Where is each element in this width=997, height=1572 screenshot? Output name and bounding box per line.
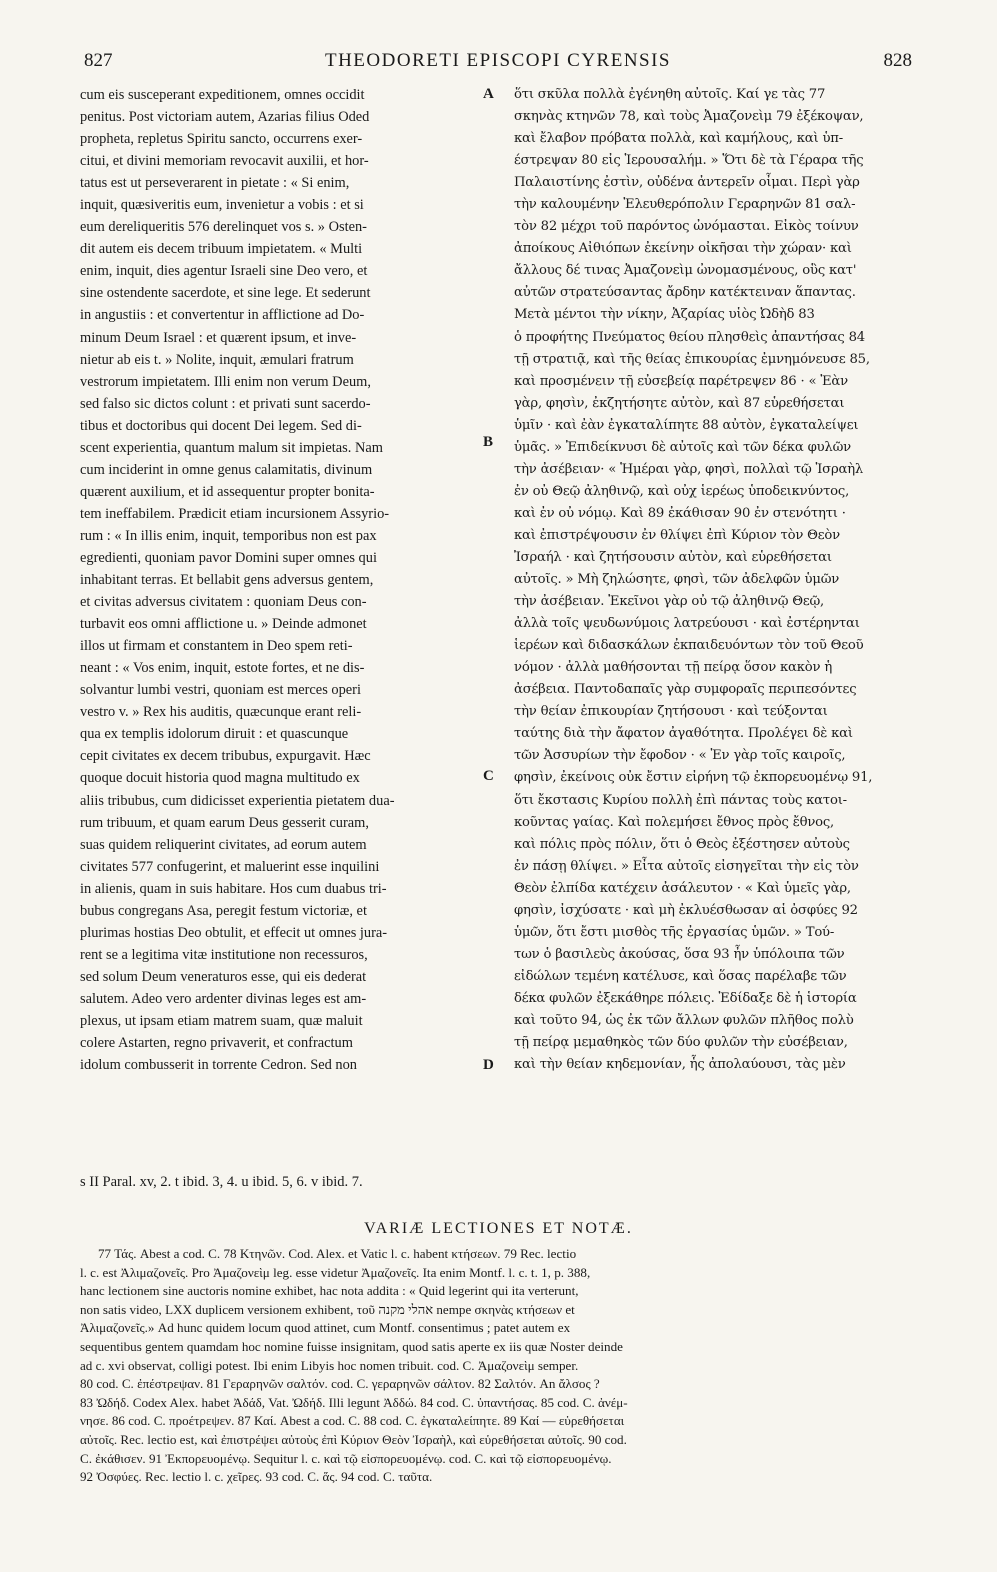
greek-text-line: ὅτι ἔκστασις Κυρίου πολλὴ ἐπὶ πάντας τοὺς κατοι-	[514, 792, 847, 808]
greek-text-line: ὑμῖν · καὶ ἐὰν ἐγκαταλίπητε 88 αὐτὸν, ἐγκαταλείψει	[514, 417, 859, 433]
greek-text-line: καὶ ἔλαβον πρόβατα πολλὰ, καὶ καμήλους, καὶ ὑπ-	[514, 131, 843, 147]
greek-text-line: καὶ τὴν θείαν κηδεμονίαν, ἧς ἀπολαύουσι, τὰς μὲν	[514, 1057, 846, 1073]
variant-readings-notes	[80, 1245, 912, 1487]
latin-text-line: solvantur lumbi vestri, quoniam est merces operi	[80, 682, 361, 699]
note-line: C. ἐκάθισεν. 91 Ἐκπορευομένῳ. Sequitur l. c. καὶ τῷ εἰσπορευομένῳ. cod. C. καὶ τῷ εἰσπορευομένῳ.	[80, 1450, 612, 1466]
note-line: αὐτοῖς. Rec. lectio est, καὶ ἐπιστρέψει αὐτοὺς ἐπὶ Κύριον Θεὸν Ἰσραὴλ, καὶ εὑρεθήσεται αὐτοῖς. 90 cod.	[80, 1431, 627, 1447]
latin-text-line: quærent auxilium, et id assequentur propter bonita-	[80, 483, 375, 500]
latin-text-line: rum tribuum, et quam earum Deus gesserit curam,	[80, 814, 369, 831]
greek-text-line: καὶ προσμένειν τῇ εὐσεβείᾳ παρέτρεψεν 86 · « Ἐὰν	[514, 373, 848, 389]
latin-text-line: illos ut firmam et constantem in Deo spem reti-	[80, 638, 353, 655]
latin-text-line: inhabitant terras. Et bellabit gens adversus gentem,	[80, 572, 374, 589]
greek-text-line: ἀσέβεια. Παντοδαπαῖς γὰρ συμφοραῖς περιπεσόντες	[514, 682, 857, 698]
note-line: sequentibus gentem quamdam hoc nomine fuisse insignitam, quod satis aperte ex iis quæ Noster deinde	[80, 1338, 623, 1354]
latin-text-line: aliis tribubus, cum didicisset experientia pietatem dua-	[80, 792, 395, 809]
latin-text-line: tatus est ut perseverarent in pietate : « Si enim,	[80, 175, 350, 192]
greek-text-line: τὴν θείαν ἐπικουρίαν ζητήσουσι · καὶ τεύξονται	[514, 704, 828, 720]
greek-text-line: αὐτοῖς. » Μὴ ζηλώσητε, φησὶ, τῶν ἀδελφῶν ὑμῶν	[514, 572, 840, 588]
running-title: THEODORETI EPISCOPI CYRENSIS	[324, 50, 672, 71]
section-marker-b: B	[483, 434, 494, 450]
greek-text-line: Μετὰ μέντοι τὴν νίκην, Ἀζαρίας υἱὸς Ὠδὴδ 83	[514, 307, 815, 323]
running-header	[84, 50, 912, 80]
latin-text-line: scent experientia, quantum malum sit impietas. Nam	[80, 439, 383, 456]
latin-text-line: et civitas adversus civitatem : quoniam Deus con-	[80, 594, 367, 611]
latin-text-line: enim, inquit, dies agentur Israeli sine Deo vero, et	[80, 263, 368, 280]
greek-text-line: ἐν πάσῃ θλίψει. » Εἶτα αὐτοῖς εἰσηγεῖται τὴν εἰς τὸν	[514, 858, 859, 874]
greek-text-line: γὰρ, φησὶν, ἐκζητήσητε αὐτὸν, καὶ 87 εὑρεθήσεται	[514, 395, 845, 411]
latin-text-line: egredienti, quoniam pavor Domini super omnes qui	[80, 549, 377, 566]
greek-text-line: Παλαιστίνης ἐστὶν, οὐδένα ἀντερεῖν οἶμαι. Περὶ γὰρ	[514, 175, 860, 191]
latin-text-line: vestrorum impietatem. Illi enim non verum Deum,	[80, 373, 371, 390]
latin-text-line: turbavit eos omni afflictione u. » Deinde admonet	[80, 616, 367, 633]
note-line: 80 cod. C. ἐπέστρεψαν. 81 Γεραρηνῶν σαλτόν. cod. C. γεραρηνῶν σάλτον. 82 Σαλτόν. An ἄλσος ?	[80, 1376, 600, 1392]
greek-text-line: νόμον · ἀλλὰ μαθήσονται τῇ πείρᾳ ὅσον κακὸν ἡ	[514, 660, 833, 676]
greek-text-line: καὶ ἐν οὐ νόμῳ. Καὶ 89 ἐκάθισαν 90 ἐν στενότητι ·	[514, 505, 846, 521]
note-line: Ἀλιμαζονεῖς.» Ad hunc quidem locum quod attinet, cum Montf. consentimus ; patet autem ex	[80, 1320, 571, 1336]
latin-text-line: in alienis, quam in suis habitare. Hos cum duabus tri-	[80, 880, 387, 897]
page-number-left: 827	[84, 50, 113, 71]
latin-text-line: quoque docuit historia quod magna multitudo ex	[80, 770, 360, 787]
latin-text-line: rent se a legitima vitæ institutione non recessuros,	[80, 946, 368, 963]
latin-text-line: inquit, quæsiveritis eum, invenietur a vobis : et si	[80, 197, 364, 214]
latin-text-line: sine ostendente sacerdote, et sine lege. Et sederunt	[80, 285, 371, 302]
greek-text-line: ὁ προφήτης Πνεύματος θείου πλησθεὶς ἀπαντήσας 84	[514, 329, 865, 345]
section-marker-a: A	[483, 86, 494, 102]
greek-text-line: ὑμᾶς. » Ἐπιδείκνυσι δὲ αὐτοῖς καὶ τῶν δέκα φυλῶν	[514, 439, 851, 455]
greek-text-line: τὴν ἀσέβειαν. Ἐκεῖνοι γὰρ οὐ τῷ ἀληθινῷ Θεῷ,	[514, 594, 825, 610]
latin-text-line: in angustiis : et convertentur in afflictione ad Do-	[80, 307, 365, 324]
latin-text-line: citui, et divini memoriam revocavit auxilii, et hor-	[80, 153, 369, 170]
scripture-references: s II Paral. xv, 2. t ibid. 3, 4. u ibid. 5, 6. v ibid. 7.	[80, 1174, 363, 1190]
latin-text-line: civitates 577 confugerint, et maluerint esse inquilini	[80, 858, 380, 875]
greek-text-line: κοῦντας γαίας. Καὶ πολεμήσει ἔθνος πρὸς ἔθνος,	[514, 814, 835, 830]
latin-text-line: eum dereliqueritis 576 derelinquet vos s. » Osten-	[80, 219, 367, 236]
note-line: non satis video, LXX duplicem versionem exhibent, τοῦ אהלי מקנה nempe σκηνὰς κτήσεων et	[80, 1301, 575, 1317]
greek-text-line: φησὶν, ἰσχύσατε · καὶ μὴ ἐκλυέσθωσαν αἱ ὀσφύες 92	[514, 902, 858, 918]
latin-text-line: rum : « In illis enim, inquit, temporibus non est pax	[80, 527, 377, 544]
greek-text-line: σκηνὰς κτηνῶν 78, καὶ τοὺς Ἀμαζονεὶμ 79 ἐξέκοψαν,	[514, 109, 864, 125]
greek-text-line: Θεὸν ἐλπίδα κατέχειν ἀσάλευτον · « Καὶ ὑμεῖς γὰρ,	[514, 880, 851, 896]
latin-text-line: idolum combusserit in torrente Cedron. Sed non	[80, 1057, 357, 1074]
latin-text-line: minum Deum Israel : et quærent ipsum, et inve-	[80, 329, 357, 346]
greek-text-line: φησὶν, ἐκείνοις οὐκ ἔστιν εἰρήνη τῷ ἐκπορευομένῳ 91,	[514, 770, 873, 786]
greek-text-line: ταύτης διὰ τὴν ἄφατον ἀγαθότητα. Προλέγει δὲ καὶ	[514, 726, 853, 742]
greek-text-line: ἀλλὰ τοῖς ψευδωνύμοις λατρεύουσι · καὶ ἐστέρηνται	[514, 616, 860, 632]
greek-text-line: ὑμῶν, ὅτι ἔστι μισθὸς τῆς ἐργασίας ὑμῶν. » Τού-	[514, 924, 835, 940]
greek-text-line: εἰδώλων τεμένη κατέλυσε, καὶ ὅσας παρέλαβε τῶν	[514, 968, 847, 984]
latin-text-line: dit autem eis decem tribuum impietatem. « Multi	[80, 241, 363, 258]
note-line: 92 Ὀσφύες. Rec. lectio l. c. χεῖρες. 93 cod. C. ἅς. 94 cod. C. ταῦτα.	[80, 1469, 433, 1485]
greek-text-line: ἱερέων καὶ διδασκάλων ἐκπαιδευόντων τὸν τοῦ Θεοῦ	[514, 638, 864, 654]
latin-text-line: salutem. Adeo vero ardenter divinas leges est am-	[80, 990, 367, 1007]
latin-text-column	[80, 84, 480, 1076]
latin-text-line: cepit civitates ex decem tribubus, expurgavit. Hæc	[80, 748, 371, 765]
latin-text-line: bubus congregans Asa, peregit festum victoriæ, et	[80, 902, 367, 919]
greek-text-line: ἄλλους δέ τινας Ἀμαζονεὶμ ὠνομασμένους, οὓς κατ'	[514, 263, 857, 279]
page-number-right: 828	[883, 50, 912, 71]
latin-text-line: suas quidem reliquerint civitates, ad eorum autem	[80, 836, 367, 853]
greek-text-line: τῇ πείρᾳ μεμαθηκὸς τῶν δύο φυλῶν τὴν εὐσέβειαν,	[514, 1035, 848, 1051]
latin-text-line: cum inciderint in omne genus calamitatis, divinum	[80, 461, 373, 478]
greek-text-line: καὶ πόλις πρὸς πόλιν, ὅτι ὁ Θεὸς ἐξέστησεν αὐτοὺς	[514, 836, 850, 852]
latin-text-line: tibus et doctoribus qui docent Dei legem. Sed di-	[80, 417, 362, 434]
latin-text-line: penitus. Post victoriam autem, Azarias filius Oded	[80, 109, 370, 126]
greek-text-line: τῶν Ἀσσυρίων τὴν ἔφοδον · « Ἐν γὰρ τοῖς καιροῖς,	[514, 748, 846, 764]
greek-text-line: καὶ τοῦτο 94, ὡς ἐκ τῶν ἄλλων φυλῶν πλῆθος πολὺ	[514, 1012, 854, 1028]
latin-text-line: vestro v. » Rex his auditis, quæcunque erant reli-	[80, 704, 362, 721]
greek-text-line: καὶ ἐπιστρέψουσιν ἐν θλίψει ἐπὶ Κύριον τὸν Θεὸν	[514, 527, 840, 543]
greek-text-line: τῇ στρατιᾷ, καὶ τῆς θείας ἐπικουρίας ἐμνημόνευσε 85,	[514, 351, 870, 367]
latin-text-line: neant : « Vos enim, inquit, estote fortes, et ne dis-	[80, 660, 365, 677]
latin-text-line: qua ex templis idolorum diruit : et quascunque	[80, 726, 349, 743]
note-line: hanc lectionem sine auctoris nomine exhibet, hac nota addita : « Quid legerint qui ita verterunt,	[80, 1283, 579, 1299]
notes-heading: VARIÆ LECTIONES ET NOTÆ.	[364, 1220, 633, 1237]
greek-text-line: τὸν 82 μέχρι τοῦ παρόντος ὠνόμασται. Εἰκὸς τοίνυν	[514, 219, 859, 235]
greek-text-line: ἐν οὐ Θεῷ ἀληθινῷ, καὶ οὐχ ἱερέως ὑποδεικνύντος,	[514, 483, 850, 499]
greek-text-line: τὴν ἀσέβειαν· « Ἡμέραι γὰρ, φησὶ, πολλαὶ τῷ Ἰσραὴλ	[514, 461, 864, 477]
latin-text-line: sed falso sic dictos colunt : et privati sunt sacerdo-	[80, 395, 371, 412]
greek-text-line: Ἰσραήλ · καὶ ζητήσουσιν αὐτὸν, καὶ εὑρεθήσεται	[514, 549, 832, 565]
note-line: 77 Τάς. Abest a cod. C. 78 Κτηνῶν. Cod. Alex. et Vatic l. c. habent κτήσεων. 79 Rec. lectio	[98, 1246, 577, 1261]
greek-text-line: τὴν καλουμένην Ἐλευθερόπολιν Γεραρηνῶν 81 σαλ-	[514, 197, 856, 213]
latin-text-line: tem ineffabilem. Prædicit etiam incursionem Assyrio-	[80, 505, 390, 522]
note-line: νησε. 86 cod. C. προέτρεψεν. 87 Καί. Abest a cod. C. 88 cod. C. ἐγκαταλείπητε. 89 Καί — εὑρεθήσεται	[80, 1413, 625, 1429]
note-line: 83 Ὠδήδ. Codex Alex. habet Ἀδάδ, Vat. Ὠδήδ. Illi legunt Ἀδδώ. 84 cod. C. ὑπαντήσας. 85 cod. C. ἀνέμ-	[80, 1394, 628, 1410]
latin-text-line: cum eis susceperant expeditionem, omnes occidit	[80, 87, 365, 103]
latin-text-line: sed solum Deum veneraturos esse, qui eis dederat	[80, 968, 367, 985]
latin-text-line: propheta, repletus Spiritu sancto, occurrens exer-	[80, 131, 363, 148]
latin-text-line: colere Astarten, regno privaverit, et confractum	[80, 1035, 353, 1052]
greek-text-line: έστρεψαν 80 εἰς Ἱερουσαλήμ. » Ὅτι δὲ τὰ Γέραρα τῆς	[514, 153, 864, 169]
greek-text-line: δέκα φυλῶν ἐξεκάθηρε πόλεις. Ἐδίδαξε δὲ ἡ ἱστορία	[514, 990, 857, 1006]
latin-text-line: nietur ab eis t. » Nolite, inquit, æmulari fratrum	[80, 351, 354, 368]
greek-text-line: ὅτι σκῦλα πολλὰ ἐγένηθη αὐτοῖς. Καί γε τὰς 77	[514, 87, 826, 102]
latin-text-line: plurimas hostias Deo obtulit, et effecit ut omnes jura-	[80, 924, 388, 941]
greek-text-line: των ὁ βασιλεὺς ἀκούσας, ὅσα 93 ἦν ὑπόλοιπα τῶν	[514, 946, 845, 962]
section-marker-d: D	[483, 1057, 494, 1073]
latin-text-line: plexus, ut ipsam etiam matrem suam, quæ maluit	[80, 1012, 363, 1029]
greek-text-line: ἀποίκους Αἰθιόπων ἐκείνην οἰκῆσαι τὴν χώραν· καὶ	[514, 241, 852, 257]
greek-text-line: αὐτῶν στρατεύσαντας ἄρδην κατέκτειναν ἅπαντας.	[514, 285, 856, 301]
note-line: ad c. xvi observat, colligi potest. Ibi enim Libyis hoc nomen tribuit. cod. C. Ἀμαζονεὶμ semper.	[80, 1357, 579, 1373]
greek-text-column	[514, 84, 914, 1076]
note-line: l. c. est Ἀλιμαζονεῖς. Pro Ἀμαζονεὶμ leg. esse videtur Ἀμαζονεῖς. Ita enim Montf. l. c. t. 1, p. 388,	[80, 1264, 591, 1280]
section-marker-c: C	[483, 768, 494, 784]
